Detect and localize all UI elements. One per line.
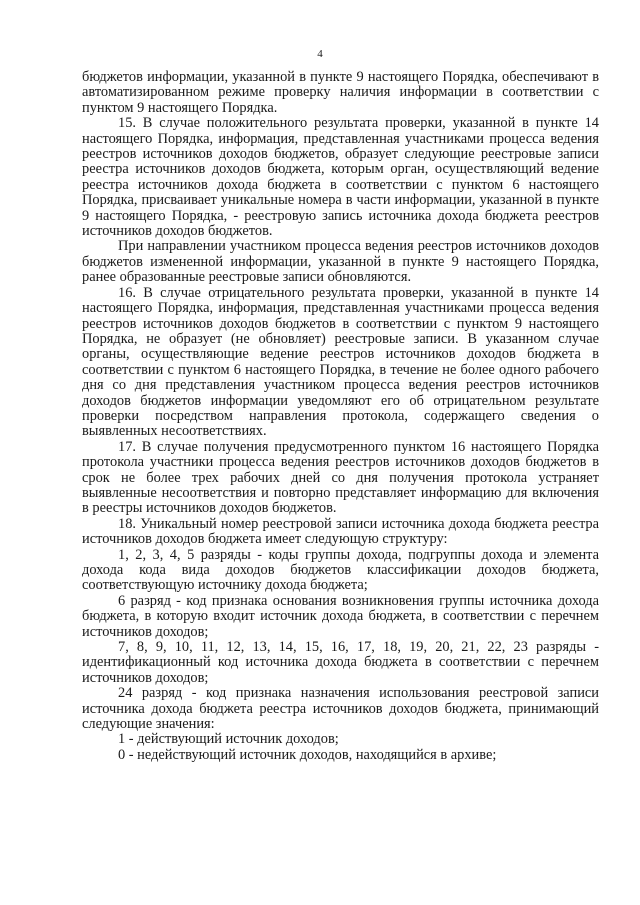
page-number: 4 xyxy=(317,48,323,60)
paragraph-value-0: 0 - недействующий источник доходов, находящийся в архиве; xyxy=(118,746,497,763)
paragraph-digit-6: 6 разряд - код признака основания возникновения группы источника дохода бюджета, в которую входит источник дохода бюджета, в соответствии с перечнем источников доходов; xyxy=(82,592,599,640)
paragraph-digits-1-5: 1, 2, 3, 4, 5 разряды - коды группы дохода, подгруппы дохода и элемента дохода кода вида доходов бюджетов классификации доходов бюджета, соответствующую источнику дохода бюджета; xyxy=(82,546,599,594)
paragraph-16: 16. В случае отрицательного результата проверки, указанной в пункте 14 настоящего Порядка, информация, представленная участниками процесса ведения реестров источников доходов бюджетов в соответствии с пунктом 9 настоящего Порядка, не образует (не обновляет) реестровые записи. В указанном случае органы, осуществляющие ведение реестров источников доходов бюджета в соответствии с пунктом 6 настоящего Порядка, в течение не более одного рабочего дня со дня представления участником процесса ведения реестров источников доходов бюджетов информации уведомляют его об отрицательном результате проверки посредством направления протокола, содержащего сведения о выявленных несоответствиях. xyxy=(82,284,599,440)
paragraph-15: 15. В случае положительного результата проверки, указанной в пункте 14 настоящего Порядка, информация, представленная участниками процесса ведения реестров источников доходов бюджетов, образует следующие реестровые записи реестра источников доходов бюджета, которым орган, осуществляющий ведение реестра источников дохода бюджета в соответствии с пунктом 6 настоящего Порядка, присваивает уникальные номера в части информации, указанной в пункте 9 настоящего Порядка, - реестровую запись источника дохода бюджета реестров источников доходов бюджетов. xyxy=(82,115,599,240)
paragraph-digit-24: 24 разряд - код признака назначения использования реестровой записи источника дохода бюджета реестра источников доходов бюджета, принимающий следующие значения: xyxy=(82,685,599,733)
paragraph-17: 17. В случае получения предусмотренного пунктом 16 настоящего Порядка протокола участники процесса ведения реестров источников доходов бюджетов в срок не более трех рабочих дней со дня получения протокола устраняет выявленные несоответствия и повторно представляет информацию для включения в реестры источников доходов бюджетов. xyxy=(82,438,599,517)
paragraph-15-update: При направлении участником процесса ведения реестров источников доходов бюджетов измененной информации, указанной в пункте 9 настоящего Порядка, ранее образованные реестровые записи обновляются. xyxy=(82,238,599,286)
paragraph-continuation: бюджетов информации, указанной в пункте 9 настоящего Порядка, обеспечивают в автоматизированном режиме проверку наличия информации в соответствии с пунктом 9 настоящего Порядка. xyxy=(82,69,599,116)
paragraph-value-1: 1 - действующий источник доходов; xyxy=(118,731,339,748)
paragraph-18: 18. Уникальный номер реестровой записи источника дохода бюджета реестра источников доходов бюджета имеет следующую структуру: xyxy=(82,515,599,548)
paragraph-digits-7-23: 7, 8, 9, 10, 11, 12, 13, 14, 15, 16, 17, 18, 19, 20, 21, 22, 23 разряды - идентификационный код источника дохода бюджета в соответствии с перечнем источников доходов; xyxy=(82,639,599,686)
document-body xyxy=(82,70,599,763)
